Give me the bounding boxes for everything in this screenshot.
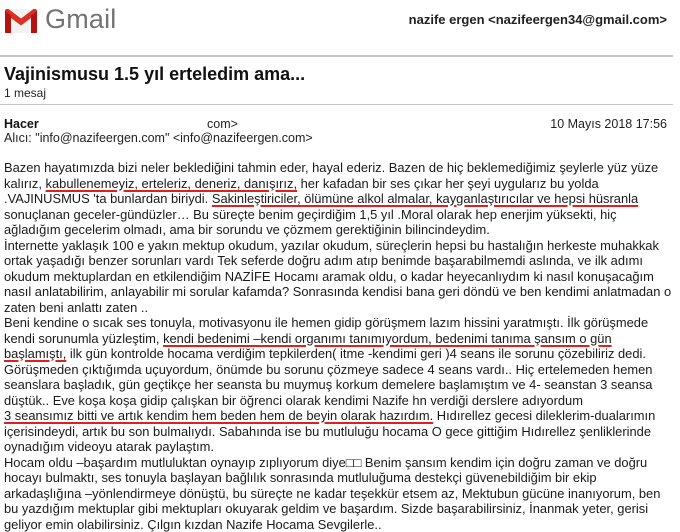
- body-text: Hocam oldu –başardım mutluluktan oynayıp zıplıyorum diye□□ Benim şansım kendim için doğru zaman ve doğru hocayı bulmaktı, ses tonuyla başlayan bağlılık sonrasında mutluluğuma destekçi güvenebildiğim bir ekip arkadaşlığına –yönlendirmeye dönüştü, bu süreçte ne kadar teşekkür etsem az, Mektubun gücüne inanıyorum, ben bu yazdığım mektuplar gibi mektupları okuyarak geldim ve başardım. Sizde başarabilirsiniz, İnanmak yeter, gerisi geliyor emin olabilirsiniz. Çılgın kızdan Nazife Hocama Sevgilerle..: [4, 455, 660, 532]
- highlighted-text: Sakinleştiriciler, ölümüne alkol almalar, kayganlaştırıcılar ve hepsi hüsranla: [212, 191, 638, 206]
- body-paragraph: [4, 315, 676, 455]
- body-text: ilk gün kontrolde hocama verdiğim tepkilerden( itme -kendimi geri )4 seans ile sorunu çözebiliriz dedi. Görüşmeden çıktığımda uçuyordum, önümde bu sorunu çözmeye sadece 4 seans vardı.. Hiç ertelemeden hemen seanslara başladık, gün geçtikçe her seansta bu muymuş korkum demelere başlamıştım ve 4- seanstan 3 seansa düştük.. Eve koşa koşa gidip çalışkan bir öğrenci olarak kendimi Nazife hn verdiği derslere adıyordum: [4, 346, 652, 408]
- message-body: [4, 160, 676, 532]
- account-label: nazife ergen <nazifeergen34@gmail.com>: [409, 12, 667, 27]
- recipient-line: Alıcı: "info@nazifeergen.com" <info@nazifeergen.com>: [4, 131, 313, 145]
- gmail-envelope-icon: [4, 8, 38, 34]
- thread-subject: Vajinismusu 1.5 yıl erteledim ama...: [4, 64, 305, 85]
- body-text: Bazen hayatımızda bizi neler beklediğini tahmin eder, hayal ederiz. Bazen de hiç beklemediğimiz şeylerle yüz yüze kalırız,: [4, 160, 658, 191]
- gmail-header: [0, 0, 680, 52]
- body-text: sonuçlanan geceler-gündüzler… Bu süreçte benim geçirdiğim 1,5 yıl .Moral olarak hep enerjim yüksekti, hiç ağladığım gecelerim olmadı, ama bir sorundu ve çözmem gerektiğinin bilincindeydim.: [4, 207, 617, 238]
- gmail-wordmark: Gmail: [45, 4, 117, 35]
- highlighted-text: kendi bedenimi –kendi organımı tanımıyordum, bedenimi tanıma şansım o gün başlamıştı,: [4, 331, 612, 362]
- sender-name: Hacer: [4, 117, 39, 131]
- message-date: 10 Mayıs 2018 17:56: [550, 117, 667, 131]
- body-text: Hıdırellez gecesi dileklerim-dualarımın içerisindeydi, artık bu son bulmalıydı. Sabahında ise bu mutluluğu hocama O gece gittiğim Hıdırellez şenliklerinde oynadığım videoyu atarak paylaştım.: [4, 408, 655, 454]
- body-paragraph: [4, 160, 676, 238]
- body-text: her kafadan bir ses çıkar her şeyi uygularız bu yolda .VAJINUSMUS 'ta bunlardan biriydi.: [4, 176, 599, 207]
- sender-email: com>: [207, 117, 238, 131]
- body-text: Beni kendine o sıcak ses tonuyla, motivasyonu ile hemen gidip görüşmem lazım hissini yaratmıştı. İlk görüşmede kendi sorunumla yüzleştim,: [4, 315, 648, 346]
- gmail-logo: [4, 5, 117, 36]
- message-count: 1 mesaj: [4, 86, 46, 100]
- subject-divider: [0, 104, 673, 105]
- highlighted-text: kabullenemeyiz, erteleriz, deneriz, danışırız,: [46, 176, 297, 191]
- highlighted-text: 3 seansımız bitti ve artık kendim hem beden hem de beyin olarak hazırdım.: [4, 408, 433, 423]
- body-paragraph: [4, 238, 676, 316]
- body-paragraph: [4, 455, 676, 532]
- body-text: İnternette yaklaşık 100 e yakın mektup okudum, yazılar okudum, süreçlerin hepsi bu hastalığın herkeste muhakkak ortak yaşadığı benzer sorunları vardı Tek seferde doğru adım atıp benimde başarabilmemdi aslında, ve ilk adımı okudum mektuplardan en etkilendiğim NAZİFE Hocamı aramak oldu, o kadar heyecanlıydım ki nasıl konuşacağım nasıl anlatabilirim, anlayabilir mi sorular kafamda? Sonrasında kendisi bana geri döndü ve ben kendimi anlatmadan o zaten beni anlattı zaten ..: [4, 238, 671, 315]
- header-divider: [0, 55, 673, 57]
